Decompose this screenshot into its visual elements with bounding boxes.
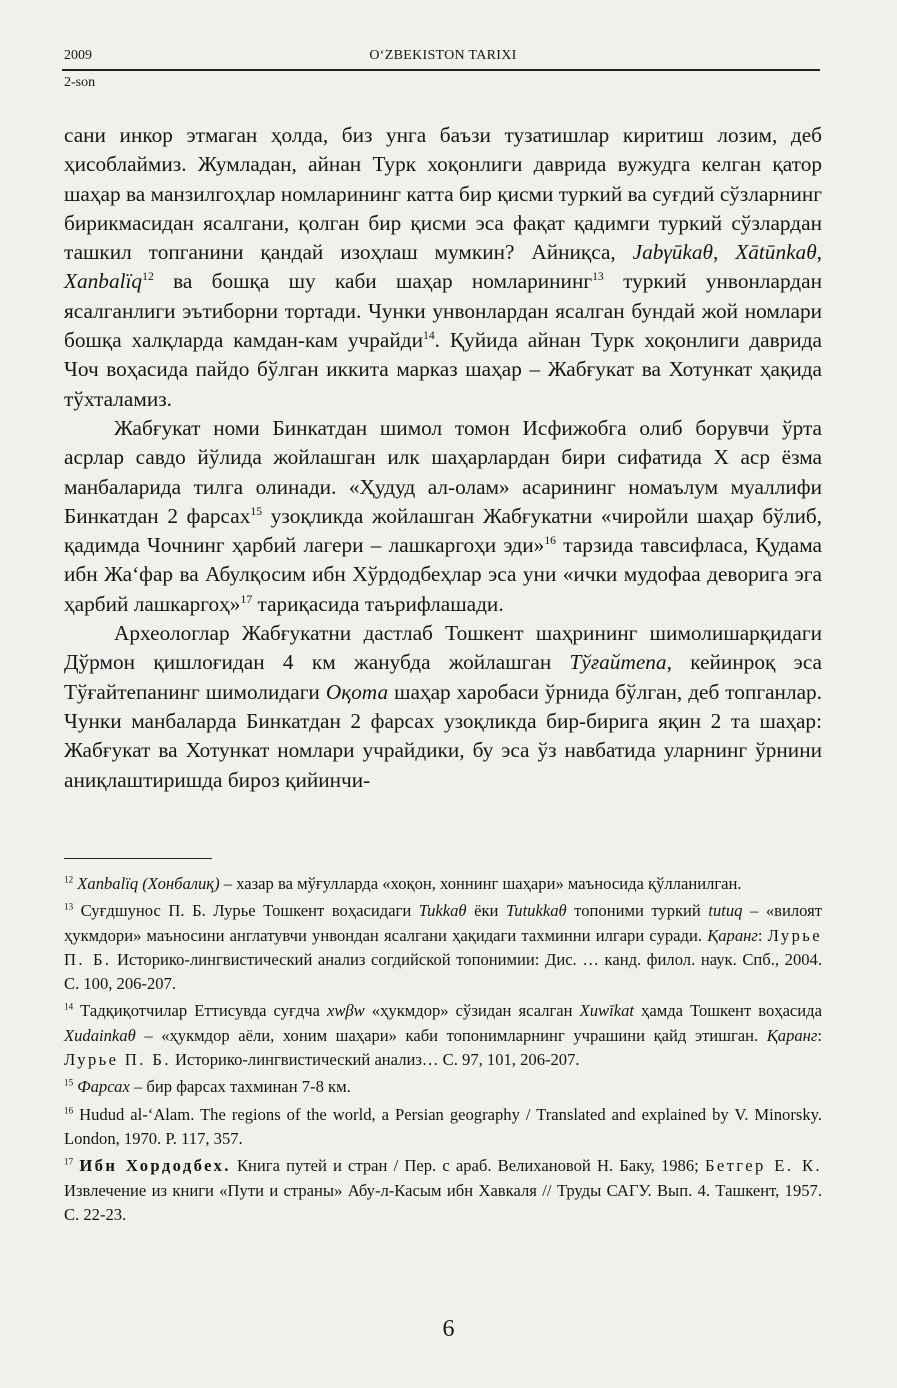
footnote-14: $^{14}$ Тадқиқотчилар Еттисувда суғдча xwβw «ҳукмдор» сўзидан ясалган Xuwīkat ҳамда Тошкент воҳасида Xиdaiпkaθ – «ҳукмдор аёли, хоним шаҳари» каби топонимларнинг учрашини қайд этишган. Қаранг: Лурье П. Б. Историко-лингвистический анализ… С. 97, 101, 206-207. bbox=[64, 1001, 822, 1070]
footnotes bbox=[64, 872, 822, 1230]
footnote-ref-14[interactable]: 14 bbox=[422, 328, 435, 342]
footnote-16: $^{16}$ Hudud al-‘Alam. The regions of the world, a Persian geography / Translated and explained by V. Minorsky. London, 1970. P. 117, 357. bbox=[64, 1104, 822, 1148]
footnote-13: $^{13}$ Суғдшунос П. Б. Лурье Тошкент воҳасидаги Tukkaθ ёки Tutukkaθ топоними туркий tutuq – «вилоят ҳукмдори» маъносини англатувчи унвондан ясалгани ҳақидаги тахминни илгари суради. Қаранг: Лурье П. Б. Историко-лингвистический анализ согдийской топонимии: Дис. … канд. филол. наук. Спб., 2004. С. 100, 206-207. bbox=[64, 901, 823, 994]
paragraph-2: Жабғукат номи Бинкатдан шимол томон Исфижобга олиб борувчи ўрта асрлар савдо йўлида жойлашган илк шаҳарлардан бири сифатида Х аср ёзма манбаларида тилга олинади. «Ҳудуд ал-олам» асарининг номаълум муаллифи Бинкатдан 2 фарсах$^{15}$ узоқликда жойлашган Жабғукатни «чиройли шаҳар бўлиб, қадимда Чочнинг ҳарбий лагери – лашкаргоҳи эди»$^{16}$ тарзида тавсифласа, Қудама ибн Жа‘фар ва Абулқосим ибн Хўрдодбеҳлар эса уни «ички мудофаа деворига эга ҳарбий лашкаргоҳ»$^{17}$ тариқасида таърифлашади. bbox=[64, 415, 823, 616]
main-text bbox=[64, 121, 822, 795]
site-name: Оқота bbox=[325, 679, 389, 704]
footnote-ref-15[interactable]: 15 bbox=[250, 504, 263, 518]
site-name: Тўғайтепа bbox=[569, 650, 667, 675]
toponym: Xanbalïq bbox=[64, 269, 143, 294]
page-number: 6 bbox=[442, 1316, 455, 1342]
footnote-ref-12[interactable]: 12 bbox=[142, 270, 154, 284]
toponym: Xātūnkaθ bbox=[735, 240, 817, 265]
header-issue: 2-son bbox=[64, 75, 96, 90]
header-journal-title: O‘ZBEKISTON TARIXI bbox=[369, 48, 517, 63]
paragraph-3: Археологлар Жабғукатни дастлаб Тошкент шаҳрининг шимолишарқидаги Дўрмон қишлоғидан 4 км жанубда жойлашган Тўғайтепа, кейинроқ эса Тўғайтепанинг шимолидаги Оқота шаҳар харобаси ўрнида бўлган, деб топганлар. Чунки манбаларда Бинкатдан 2 фарсах узоқликда бир-бирига яқин 2 та шаҳар: Жабғукат ва Хотункат номлари учрайдики, бу эса ўз навбатида уларнинг ўрнини аниқлаштиришда бироз қийинчи- bbox=[64, 621, 822, 792]
header-year: 2009 bbox=[64, 48, 92, 63]
footnote-ref-16[interactable]: 16 bbox=[544, 534, 557, 548]
footnote-15: $^{15}$ Фарсах – бир фарсах тахминан 7-8 км. bbox=[64, 1077, 351, 1097]
footnote-separator bbox=[64, 858, 212, 859]
header-rule bbox=[62, 69, 820, 71]
paragraph-1: сани инкор этмаган ҳолда, биз унга баъзи тузатишлар киритиш лозим, деб ҳисоблаймиз. Жумладан, айнан Турк хоқонлиги даврида вужудга келган қатор шаҳар ва манзилгоҳлар номларининг катта бир қисми туркий ва суғдий сўзларнинг бирикмасидан ясалгани, қолган бир қисми эса фақат қадимги туркий сўзлардан ташкил топганини қандай изоҳлаш мумкин? Айниқса, Jabγūkaθ, Xātūnkaθ, Xanbalïq$^{12}$ ва бошқа шу каби шаҳар номларининг$^{13}$ туркий унвонлардан ясалганлиги эътиборни тортади. Чунки унвонлардан ясалган бундай жой номлари бошқа халқларда камдан-кам учрайди$^{14}$. Қуйида айнан Турк хоқонлиги даврида Чоч воҳасида пайдо бўлган иккита марказ шаҳар – Жабғукат ва Хотункат ҳақида тўхталамиз. bbox=[64, 123, 822, 411]
footnote-ref-13[interactable]: 13 bbox=[592, 270, 604, 284]
footnote-12: $^{12}$ Xanbalïq (Хонбалиқ) – хазар ва мўғулларда «хоқон, хоннинг шаҳари» маъносида қўлланилган. bbox=[64, 874, 742, 893]
toponym: Jabγūkaθ bbox=[632, 240, 714, 265]
footnote-ref-17[interactable]: 17 bbox=[240, 592, 253, 606]
footnote-17: $^{17}$ Ибн Хордодбех. Книга путей и стран / Пер. с араб. Велихановой Н. Баку, 1986; Бетгер Е. К. Извлечение из книги «Пути и страны» Абу-л-Касым ибн Хавкаля // Труды САГУ. Вып. 4. Ташкент, 1957. С. 22-23. bbox=[64, 1156, 822, 1224]
running-head bbox=[64, 46, 822, 70]
